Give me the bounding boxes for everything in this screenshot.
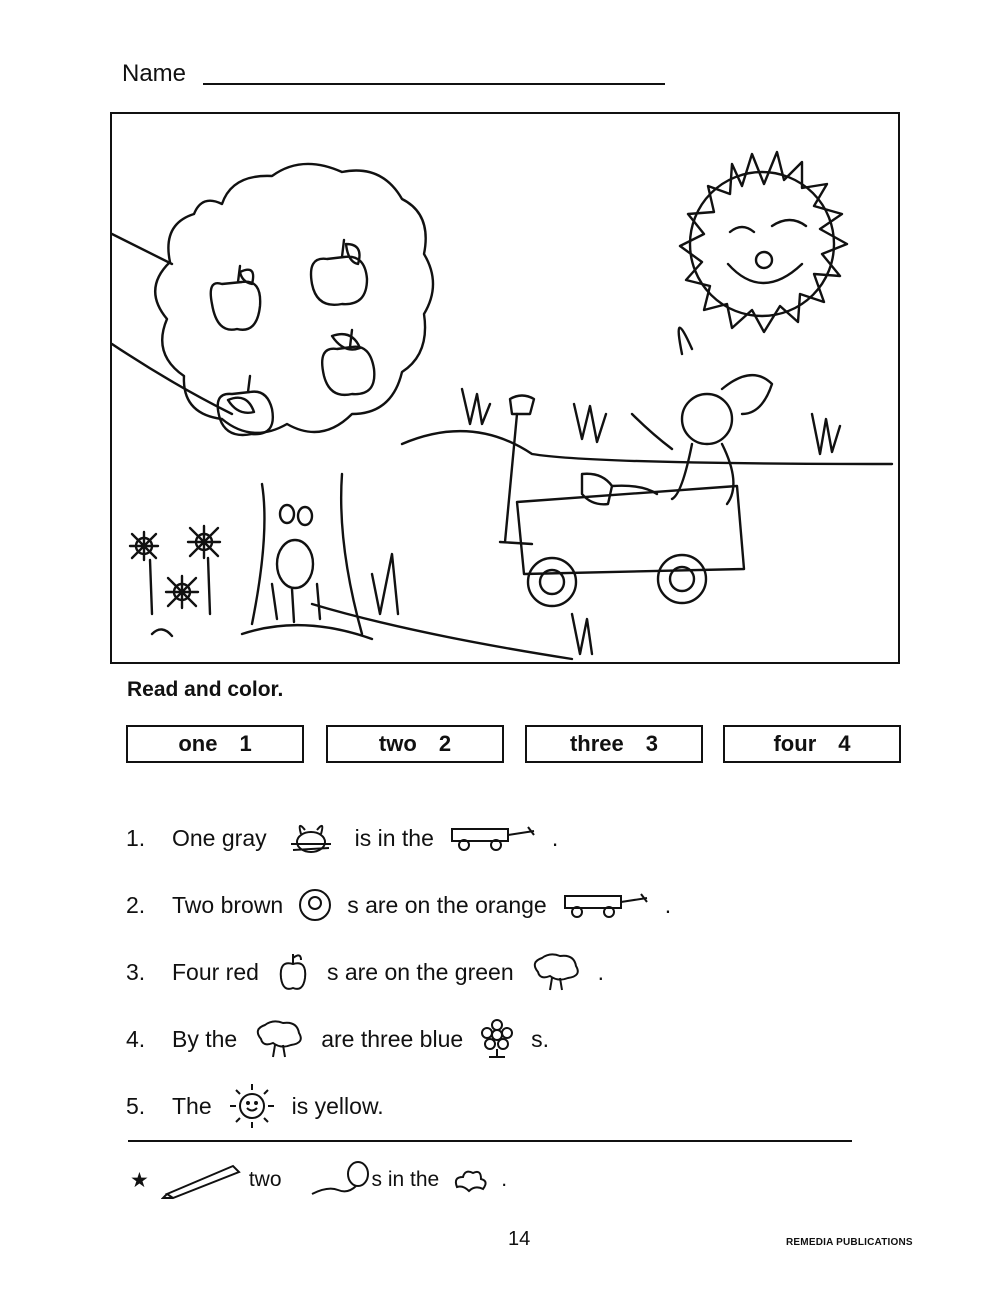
star-icon: ★ [130, 1168, 149, 1192]
sentence-text: . [597, 958, 605, 985]
instructions-heading: Read and color. [127, 678, 284, 701]
sentence-2 [126, 885, 671, 925]
sentence-text: One gray [172, 824, 267, 851]
sentence-3 [126, 952, 604, 992]
flower-icon [477, 1019, 517, 1059]
number-word: two [378, 731, 417, 756]
bunny-icon [281, 818, 341, 858]
number-word: one [178, 731, 218, 756]
divider [128, 1140, 852, 1142]
apple [211, 266, 260, 330]
publisher-name: REMEDIA PUBLICATIONS [786, 1237, 913, 1248]
sentence-text: . [664, 891, 672, 918]
sentence-1 [126, 818, 558, 858]
wagon-icon [561, 890, 651, 920]
name-write-line [203, 83, 665, 85]
sun [680, 152, 847, 332]
pencil-icon [161, 1160, 245, 1200]
number-box-four [723, 725, 901, 763]
cloud-icon [451, 1163, 491, 1197]
coloring-scene [110, 112, 900, 664]
number-box-one [126, 725, 304, 763]
page-number: 14 [508, 1228, 531, 1250]
sentence-text: are three blue [321, 1025, 464, 1052]
number-box-two [326, 725, 504, 763]
tree-icon [251, 1019, 307, 1059]
sun-icon [226, 1080, 278, 1132]
sentence-text: s. [531, 1025, 550, 1052]
sentence-number: 4. [126, 1025, 146, 1052]
sentence-text: Two brown [172, 891, 284, 918]
bunny [582, 328, 772, 505]
wagon-icon [448, 823, 538, 853]
tree-icon [528, 952, 584, 992]
bonus-row [130, 1158, 507, 1202]
number-digit: 1 [239, 731, 252, 756]
sentence-text: Four red [172, 958, 259, 985]
tree-canopy [155, 164, 433, 433]
sentence-number: 5. [126, 1092, 146, 1119]
bonus-text: s in the [371, 1168, 440, 1191]
number-digit: 2 [438, 731, 452, 756]
sentence-text: By the [172, 1025, 238, 1052]
number-digit: 4 [838, 731, 851, 756]
sentence-text: is yellow. [291, 1092, 384, 1119]
bonus-text: . [501, 1168, 508, 1191]
sentence-text: The [172, 1092, 212, 1119]
sentence-text: is in the [354, 824, 434, 851]
bonus-text: two [248, 1168, 282, 1191]
number-digit: 3 [645, 731, 659, 756]
sentence-number: 1. [126, 824, 146, 851]
number-word: four [773, 731, 817, 756]
sentence-text: s are on the orange [347, 891, 547, 918]
sentence-text: s are on the green [326, 958, 514, 985]
apple-icon [273, 950, 313, 994]
balloon-icon [308, 1160, 372, 1200]
wheel-icon [297, 887, 333, 923]
name-label: Name [122, 60, 187, 87]
sentence-number: 2. [126, 891, 146, 918]
number-box-three [525, 725, 703, 763]
sentence-text: . [551, 824, 559, 851]
sentence-5 [126, 1086, 384, 1126]
sentence-4 [126, 1019, 549, 1059]
number-word: three [569, 731, 624, 756]
sentence-number: 3. [126, 958, 146, 985]
wagon [500, 396, 744, 607]
